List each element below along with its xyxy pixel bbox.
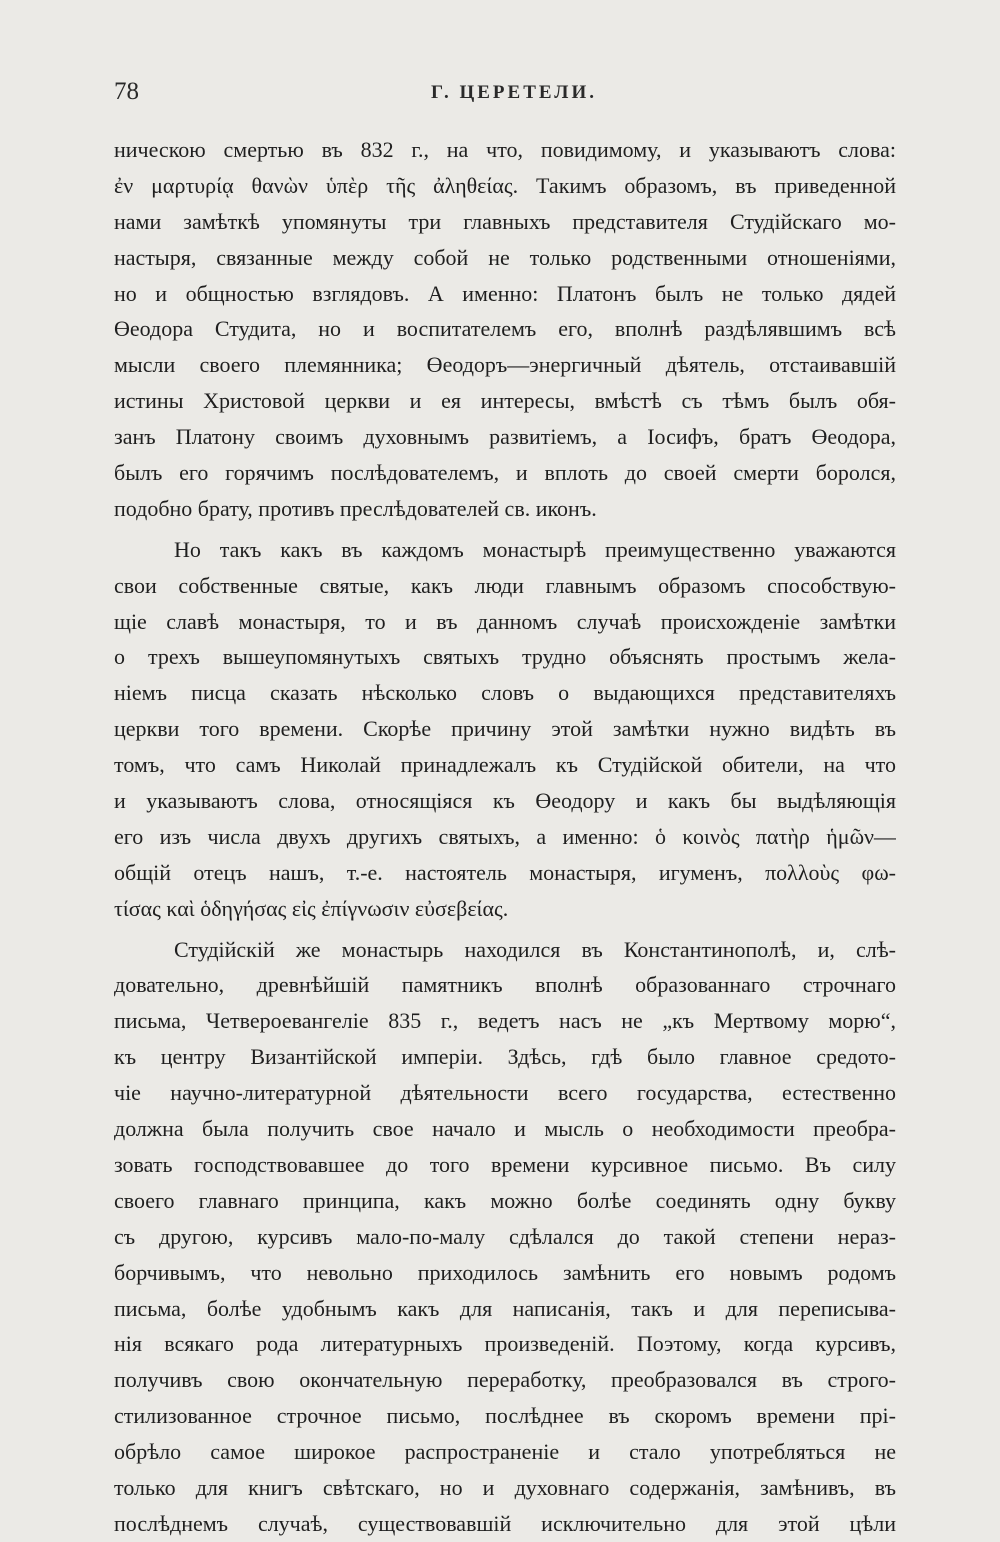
text-line: борчивымъ, что невольно приходилось замѣнить его новымъ родомъ [114,1259,896,1285]
text-line: былъ его горячимъ послѣдователемъ, и вплоть до своей смерти боролся, [114,460,896,486]
text-line: нія всякаго рода литературныхъ произведеній. Поэтому, когда курсивъ, [114,1331,896,1357]
text-line: Өеодора Студита, но и воспитателемъ его, вполнѣ раздѣлявшимъ всѣ [114,316,896,342]
text-line: стилизованное строчное письмо, послѣднее въ скоромъ времени прі- [114,1403,896,1429]
page-number: 78 [114,78,139,105]
text-line: письма, Четвероевангеліе 835 г., ведетъ насъ не „къ Мертвому морю“, [114,1008,896,1034]
text-line: свои собственные святые, какъ люди главнымъ образомъ способствую- [114,572,896,598]
text-line: о трехъ вышеупомянутыхъ святыхъ трудно объяснять простымъ жела- [114,644,896,670]
text-line: ἐν μαρτυρίᾳ θανὼν ὑπὲρ τῆς ἀληθείας. Такимъ образомъ, въ приведенной [114,172,896,198]
text-line: получивъ свою окончательную переработку, преобразовался въ строго- [114,1367,896,1393]
text-line: общій отецъ нашъ, т.-е. настоятель монастыря, игуменъ, πολλοὺς φω- [114,859,896,885]
text-line: только для книгъ свѣтскаго, но и духовнаго содержанія, замѣнивъ, въ [114,1474,896,1500]
text-line: щіе славѣ монастыря, то и въ данномъ случаѣ происхожденіе замѣтки [114,608,896,634]
text-line: довательно, древнѣйшій памятникъ вполнѣ образованнаго строчнаго [114,972,896,998]
text-line: съ другою, курсивъ мало-по-малу сдѣлался до такой степени нераз- [114,1223,896,1249]
text-line: занъ Платону своимъ духовнымъ развитіемъ, а Іосифъ, братъ Өеодора, [114,424,896,450]
text-line: къ центру Византійской имперіи. Здѣсь, гдѣ было главное средото- [114,1044,896,1070]
text-line: зовать господствовавшее до того времени курсивное письмо. Въ силу [114,1151,896,1177]
text-line: Но такъ какъ въ каждомъ монастырѣ преимущественно уважаются [174,536,896,562]
text-line: Студійскій же монастырь находился въ Константинополѣ, и, слѣ- [174,936,896,962]
text-line: ническою смертью въ 832 г., на что, повидимому, и указываютъ слова: [114,137,896,162]
body-text [114,132,896,1542]
text-line: но и общностью взглядовъ. А именно: Платонъ былъ не только дядей [114,280,896,306]
text-line: и указываютъ слова, относящіяся къ Өеодору и какъ бы выдѣляющія [114,788,896,814]
text-line: истины Христовой церкви и ея интересы, вмѣстѣ съ тѣмъ былъ обя- [114,388,896,414]
text-line: его изъ числа двухъ другихъ святыхъ, а именно: ὁ κοινὸς πατὴρ ἡμῶν— [114,823,896,849]
text-line: церкви того времени. Скорѣе причину этой замѣтки нужно видѣть въ [114,716,896,742]
text-line: нами замѣткѣ упомянуты три главныхъ представителя Студійскаго мо- [114,208,896,234]
paragraph [114,532,896,927]
text-line: подобно брату, противъ преслѣдователей св. иконъ. [114,495,597,521]
text-line: чіе научно-литературной дѣятельности всего государства, естественно [114,1080,896,1106]
text-line: мысли своего племянника; Өеодоръ—энергичный дѣятель, отстаивавшій [114,352,896,378]
page-header [114,78,894,114]
text-line: томъ, что самъ Николай принадлежалъ къ Студійской обители, на что [114,752,896,778]
text-line: ніемъ писца сказать нѣсколько словъ о выдающихся представителяхъ [114,680,896,706]
text-line: настыря, связанные между собой не только родственными отношеніями, [114,244,896,270]
paragraph [114,932,896,1542]
text-line: послѣднемъ случаѣ, существовавшій исключительно для этой цѣли [114,1510,896,1536]
text-line: своего главнаго принципа, какъ можно болѣе соединять одну букву [114,1187,896,1213]
running-head: Г. ЦЕРЕТЕЛИ. [431,82,597,103]
paragraph [114,132,896,527]
text-line: обрѣло самое широкое распространеніе и стало употребляться не [114,1439,896,1465]
text-line: письма, болѣе удобнымъ какъ для написанія, такъ и для переписыва- [114,1295,896,1321]
text-line: должна была получить свое начало и мысль о необходимости преобра- [114,1116,896,1142]
text-line: τίσας καὶ ὁδηγήσας εἰς ἐπίγνωσιν εὐσεβείας. [114,895,509,921]
